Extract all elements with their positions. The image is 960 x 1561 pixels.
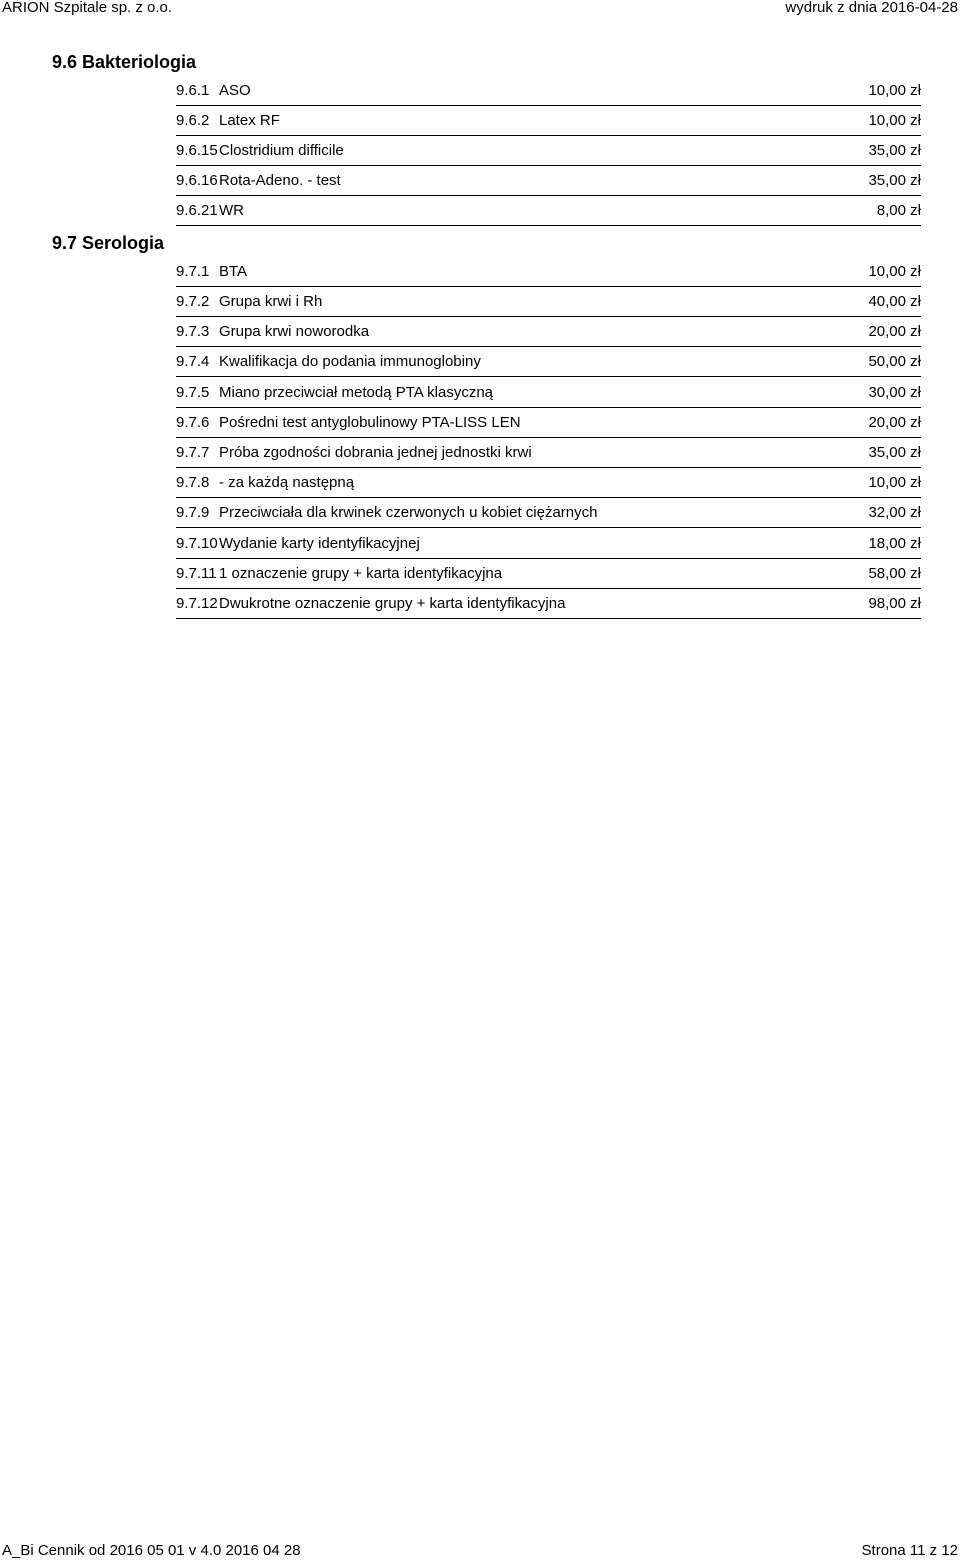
item-name: Kwalifikacja do podania immunoglobiny [219, 353, 481, 370]
item-code: 9.7.8 [176, 474, 210, 491]
item-name: Grupa krwi i Rh [219, 293, 323, 310]
item-price: 20,00 zł [868, 414, 921, 431]
item-price: 10,00 zł [868, 82, 921, 99]
item-code: 9.7.3 [176, 323, 210, 340]
price-row [176, 166, 921, 196]
item-price: 35,00 zł [868, 444, 921, 461]
item-code: 9.7.6 [176, 414, 210, 431]
item-price: 10,00 zł [868, 263, 921, 280]
print-date: wydruk z dnia 2016-04-28 [785, 0, 958, 16]
item-price: 10,00 zł [868, 112, 921, 129]
item-name: WR [219, 202, 244, 219]
item-name: Przeciwciała dla krwinek czerwonych u kobiet ciężarnych [219, 504, 598, 521]
item-price: 10,00 zł [868, 474, 921, 491]
item-name: Próba zgodności dobrania jednej jednostki krwi [219, 444, 532, 461]
item-price: 58,00 zł [868, 565, 921, 582]
page-number: Strona 11 z 12 [861, 1542, 958, 1559]
item-code: 9.7.9 [176, 504, 210, 521]
section-title-bakteriologia: 9.6 Bakteriologia [52, 52, 197, 72]
price-row [176, 136, 921, 166]
item-name: 1 oznaczenie grupy + karta identyfikacyjna [219, 565, 503, 582]
item-code: 9.7.10 [176, 535, 218, 552]
item-code: 9.6.16 [176, 172, 218, 189]
item-name: Dwukrotne oznaczenie grupy + karta identyfikacyjna [219, 595, 566, 612]
item-name: Clostridium difficile [219, 142, 344, 159]
price-row [176, 378, 921, 408]
price-row [176, 438, 921, 468]
item-code: 9.6.2 [176, 112, 210, 129]
item-price: 20,00 zł [868, 323, 921, 340]
item-name: Wydanie karty identyfikacyjnej [219, 535, 420, 552]
item-name: Miano przeciwciał metodą PTA klasyczną [219, 384, 493, 401]
item-price: 32,00 zł [868, 504, 921, 521]
item-price: 50,00 zł [868, 353, 921, 370]
item-code: 9.6.1 [176, 82, 210, 99]
item-name: BTA [219, 263, 248, 280]
company-name: ARION Szpitale sp. z o.o. [2, 0, 173, 16]
page-footer [0, 1543, 960, 1561]
page-header [0, 0, 960, 20]
item-price: 30,00 zł [868, 384, 921, 401]
item-price: 35,00 zł [868, 142, 921, 159]
price-row [176, 559, 921, 589]
price-row [176, 408, 921, 438]
price-row [176, 498, 921, 528]
price-row [176, 589, 921, 619]
item-code: 9.7.12 [176, 595, 218, 612]
price-row [176, 468, 921, 498]
item-code: 9.7.7 [176, 444, 210, 461]
item-name: ASO [219, 82, 251, 99]
price-row [176, 317, 921, 347]
price-row [176, 196, 921, 226]
item-price: 35,00 zł [868, 172, 921, 189]
price-row [176, 529, 921, 559]
item-price: 18,00 zł [868, 535, 921, 552]
price-row [176, 347, 921, 377]
item-price: 98,00 zł [868, 595, 921, 612]
item-code: 9.7.5 [176, 384, 210, 401]
item-name: Latex RF [219, 112, 280, 129]
item-code: 9.7.2 [176, 293, 210, 310]
item-price: 40,00 zł [868, 293, 921, 310]
item-code: 9.6.15 [176, 142, 218, 159]
document-name: A_Bi Cennik od 2016 05 01 v 4.0 2016 04 28 [2, 1542, 301, 1559]
item-name: Grupa krwi noworodka [219, 323, 370, 340]
price-row [176, 257, 921, 287]
price-row [176, 76, 921, 106]
item-price: 8,00 zł [876, 202, 921, 219]
item-name: Pośredni test antyglobulinowy PTA-LISS LEN [219, 414, 521, 431]
price-row [176, 287, 921, 317]
item-code: 9.7.11 [176, 565, 217, 582]
item-code: 9.6.21 [176, 202, 218, 219]
price-row [176, 106, 921, 136]
item-name: Rota-Adeno. - test [219, 172, 341, 189]
section-title-serologia: 9.7 Serologia [52, 233, 165, 253]
item-name: - za każdą następną [219, 474, 355, 491]
item-code: 9.7.4 [176, 353, 210, 370]
item-code: 9.7.1 [176, 263, 210, 280]
